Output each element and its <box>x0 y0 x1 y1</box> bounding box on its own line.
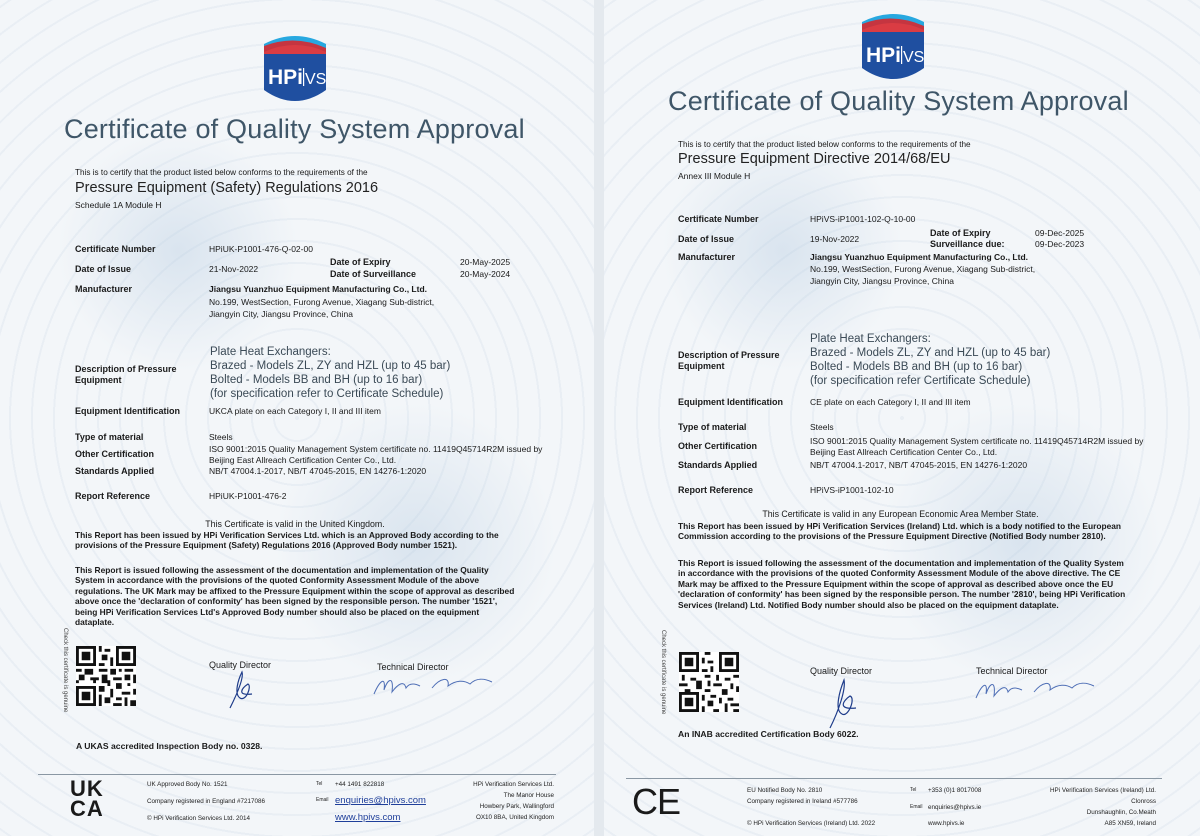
intro-text: This is to certify that the product listed below conforms to the requirements of the <box>75 168 368 177</box>
technical-director-signature <box>370 670 500 700</box>
accreditation-text: An INAB accredited Certification Body 6022. <box>678 729 859 739</box>
footer-email-link[interactable]: enquiries@hpivs.com <box>335 795 426 806</box>
report-ref-value: HPiUK-P1001-476-2 <box>209 491 287 501</box>
logo-hp-text: HPi <box>268 66 304 89</box>
footer-address-4: OX10 8BA, United Kingdom <box>475 814 554 821</box>
report-ref-label: Report Reference <box>75 491 151 501</box>
footer-email-link[interactable]: enquiries@hpivs.ie <box>928 804 982 811</box>
manufacturer-address-1: No.199, WestSection, Furong Avenue, Xiagang Sub-district, <box>209 297 435 307</box>
standards-label: Standards Applied <box>75 466 155 476</box>
page-title: Certificate of Quality System Approval <box>668 86 1129 116</box>
verification-qr-code[interactable] <box>679 652 739 712</box>
technical-director-signature <box>972 674 1102 704</box>
date-issue-value: 21-Nov-2022 <box>209 264 259 274</box>
hpivs-logo <box>860 10 926 84</box>
accreditation-text: A UKAS accredited Inspection Body no. 0328. <box>76 741 263 751</box>
verification-qr-code[interactable] <box>76 646 136 706</box>
surveillance-due-value: 09-Dec-2023 <box>1035 239 1085 249</box>
footer-divider <box>626 778 1162 779</box>
footer-address-2: The Manor House <box>503 792 554 799</box>
material-label: Type of material <box>75 432 144 442</box>
description-line-2: Brazed - Models ZL, ZY and HZL (up to 45 bar) <box>210 360 451 372</box>
schedule-text: Schedule 1A Module H <box>75 200 162 210</box>
manufacturer-label: Manufacturer <box>75 284 133 294</box>
intro-text: This is to certify that the product listed below conforms to the requirements of the <box>678 140 971 149</box>
certificate-uk <box>0 0 594 836</box>
footer-tel: +44 1491 822818 <box>335 781 385 788</box>
regulation-title: Pressure Equipment (Safety) Regulations 2016 <box>75 180 379 196</box>
approval-paragraph: This Report has been issued by HPi Verification Services (Ireland) Ltd. which is a body notified to the European Commission according to the provisions of the Pressure Equipment Directive (Notified Body number 2810). <box>678 521 1122 542</box>
description-line-1: Plate Heat Exchangers: <box>210 346 331 358</box>
date-expiry-label: Date of Expiry <box>930 228 991 238</box>
hpivs-logo <box>262 32 328 106</box>
check-genuine-text: Check this certificate is genuine <box>62 628 68 713</box>
check-genuine-text: Check this certificate is genuine <box>660 630 666 715</box>
footer-company-reg: Company registered in Ireland #577786 <box>747 798 858 805</box>
footer-email-label: Email <box>316 797 329 803</box>
logo-vs-text: VS <box>903 49 925 66</box>
standards-value: NB/T 47004.1-2017, NB/T 47045-2015, EN 14276-1:2020 <box>209 466 427 476</box>
technical-director-label: Technical Director <box>976 666 1048 676</box>
material-value: Steels <box>209 432 233 442</box>
ukca-mark-top: UK <box>70 776 104 801</box>
schedule-text: Annex III Module H <box>678 171 751 181</box>
ukca-mark-bottom: CA <box>70 796 104 821</box>
manufacturer-name: Jiangsu Yuanzhuo Equipment Manufacturing Co., Ltd. <box>810 252 1029 262</box>
cert-number-label: Certificate Number <box>75 244 156 254</box>
footer-web-link[interactable]: www.hpivs.com <box>335 812 401 823</box>
other-cert-line-2: Beijing East Allreach Certification Center Co., Ltd. <box>810 447 998 457</box>
validity-text: This Certificate is valid in any European Economic Area Member State. <box>762 509 1039 519</box>
manufacturer-address-1: No.199, WestSection, Furong Avenue, Xiagang Sub-district, <box>810 264 1036 274</box>
assessment-paragraph: This Report is issued following the assessment of the documentation and implementation of the Quality System in accordance with the provisions of the quoted Conformity Assessment Module of the above regulations. The UK Mark may be affixed to the Pressure Equipment within the scope of approval as described above once the 'declaration of conformity' has been signed by the responsible person. The number '1521', being HPi Verification Services Ltd's Approved Body number should also be placed on the equipment dataplate. <box>75 565 515 628</box>
manufacturer-label: Manufacturer <box>678 252 736 262</box>
footer-address-4: A85 XN59, Ireland <box>1104 820 1156 827</box>
footer-address-1: HPi Verification Services (Ireland) Ltd. <box>1049 787 1156 794</box>
other-cert-line-1: ISO 9001:2015 Quality Management System certificate no. 11419Q45714R2M issued by <box>810 436 1144 446</box>
other-cert-line-1: ISO 9001:2015 Quality Management System certificate no. 11419Q45714R2M issued by <box>209 444 543 454</box>
footer-address-3: Dunshaughlin, Co.Meath <box>1086 809 1156 816</box>
quality-director-label: Quality Director <box>209 660 272 670</box>
date-issue-value: 19-Nov-2022 <box>810 234 860 244</box>
description-line-3: Bolted - Models BB and BH (up to 16 bar) <box>810 361 1023 373</box>
description-line-4: (for specification refer Certificate Schedule) <box>810 375 1031 387</box>
description-label: Description of Pressure Equipment <box>678 350 780 371</box>
report-ref-value: HPiVS-iP1001-102-10 <box>810 485 894 495</box>
manufacturer-name: Jiangsu Yuanzhuo Equipment Manufacturing Co., Ltd. <box>209 284 428 294</box>
date-issue-label: Date of Issue <box>678 234 735 244</box>
quality-director-label: Quality Director <box>810 666 873 676</box>
description-line-4: (for specification refer to Certificate Schedule) <box>210 388 444 400</box>
description-line-2: Brazed - Models ZL, ZY and HZL (up to 45 bar) <box>810 347 1051 359</box>
standards-label: Standards Applied <box>678 460 758 470</box>
validity-text: This Certificate is valid in the United Kingdom. <box>205 519 385 529</box>
surveillance-due-label: Surveillance due: <box>930 239 1005 249</box>
ukca-mark <box>70 776 116 821</box>
date-issue-label: Date of Issue <box>75 264 132 274</box>
equipment-id-value: UKCA plate on each Category I, II and III item <box>209 406 381 416</box>
footer-copyright: © HPi Verification Services (Ireland) Ltd. 2022 <box>747 820 876 827</box>
certificate-eu <box>604 0 1200 836</box>
footer-company-reg: Company registered in England #7217086 <box>147 798 265 805</box>
footer-address-2: Clonross <box>1131 798 1156 805</box>
quality-director-signature <box>824 676 864 732</box>
logo-hp-text: HPi <box>866 44 902 67</box>
standards-value: NB/T 47004.1-2017, NB/T 47045-2015, EN 14276-1:2020 <box>810 460 1028 470</box>
material-value: Steels <box>810 422 834 432</box>
material-label: Type of material <box>678 422 747 432</box>
equipment-id-label: Equipment Identification <box>678 397 783 407</box>
footer-web-link[interactable]: www.hpivs.ie <box>928 820 965 827</box>
date-expiry-label: Date of Expiry <box>330 257 391 267</box>
page-gap <box>594 0 604 836</box>
description-label: Description of Pressure Equipment <box>75 364 177 385</box>
other-cert-label: Other Certification <box>678 441 758 451</box>
date-surveillance-value: 20-May-2024 <box>460 269 511 279</box>
ce-mark: CE <box>632 781 681 822</box>
quality-director-signature <box>222 668 262 712</box>
cert-number-value: HPiUK-P1001-476-Q-02-00 <box>209 244 313 254</box>
equipment-id-value: CE plate on each Category I, II and III item <box>810 397 971 407</box>
date-expiry-value: 09-Dec-2025 <box>1035 228 1085 238</box>
technical-director-label: Technical Director <box>377 662 449 672</box>
equipment-id-label: Equipment Identification <box>75 406 180 416</box>
footer-tel: +353 (0)1 8017008 <box>928 787 982 794</box>
cert-number-label: Certificate Number <box>678 214 759 224</box>
footer-copyright: © HPi Verification Services Ltd. 2014 <box>147 815 250 822</box>
other-cert-line-2: Beijing East Allreach Certification Center Co., Ltd. <box>209 455 397 465</box>
logo-vs-text: VS <box>305 71 327 88</box>
footer-address-3: Howbery Park, Wallingford <box>479 803 554 810</box>
description-line-3: Bolted - Models BB and BH (up to 16 bar) <box>210 374 423 386</box>
footer-tel-label: Tel <box>316 781 323 787</box>
footer-address-1: HPi Verification Services Ltd. <box>473 781 554 788</box>
footer-email-label: Email <box>910 804 923 810</box>
footer-divider <box>38 774 556 775</box>
approval-paragraph: This Report has been issued by HPi Verification Services Ltd. which is an Approved Body according to the provisions of the Pressure Equipment (Safety) Regulations 2016 (Approved Body number 1521). <box>75 530 499 551</box>
other-cert-label: Other Certification <box>75 449 155 459</box>
footer-approved-body: UK Approved Body No. 1521 <box>147 781 228 788</box>
assessment-paragraph: This Report is issued following the assessment of the documentation and implementation of the Quality System in accordance with the provisions of the quoted Conformity Assessment Module of the above directive. The CE Mark may be affixed to the Pressure Equipment within the scope of approval as described above once the EU 'declaration of conformity' has been signed by the responsible person. The number '2810', being HPi Verification Services (Ireland) Ltd. Notified Body number should also be placed on the equipment dataplate. <box>678 558 1126 610</box>
report-ref-label: Report Reference <box>678 485 754 495</box>
date-expiry-value: 20-May-2025 <box>460 257 511 267</box>
page-title: Certificate of Quality System Approval <box>64 114 525 144</box>
footer-notified-body: EU Notified Body No. 2810 <box>747 787 823 794</box>
date-surveillance-label: Date of Surveillance <box>330 269 417 279</box>
manufacturer-address-2: Jiangyin City, Jiangsu Province, China <box>209 309 353 319</box>
description-line-1: Plate Heat Exchangers: <box>810 333 931 345</box>
cert-number-value: HPiVS-iP1001-102-Q-10-00 <box>810 214 916 224</box>
footer-tel-label: Tel <box>910 787 917 793</box>
regulation-title: Pressure Equipment Directive 2014/68/EU <box>678 151 951 167</box>
manufacturer-address-2: Jiangyin City, Jiangsu Province, China <box>810 276 954 286</box>
